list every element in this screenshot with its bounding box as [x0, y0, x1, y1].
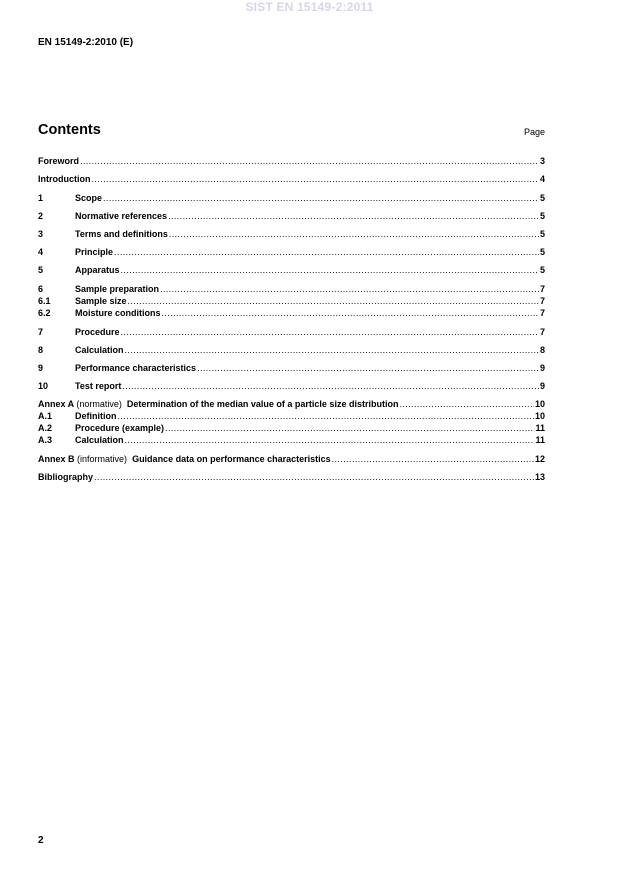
toc-entry-page: 11	[535, 423, 545, 433]
toc-entry-title: Procedure	[75, 327, 120, 337]
toc-entry-test-report[interactable]	[38, 380, 545, 392]
toc-entry-number: 3	[38, 229, 44, 239]
dot-leader	[160, 283, 539, 295]
dot-leader	[94, 471, 534, 483]
toc-entry-number: 6.2	[38, 308, 51, 318]
toc-entry-page: 8	[539, 345, 545, 355]
toc-entry-number: 6	[38, 284, 44, 294]
page-number: 2	[38, 835, 44, 846]
toc-entry-page: 3	[539, 156, 545, 166]
toc-entry-annex-b[interactable]	[38, 453, 545, 465]
toc-entry-title: Foreword	[38, 156, 80, 166]
toc-entry-title: Definition	[75, 411, 117, 421]
toc-entry-page: 7	[539, 284, 545, 294]
annex-type: (informative)	[77, 454, 128, 464]
toc-entry-number: 4	[38, 247, 44, 257]
toc-entry-page: 10	[534, 399, 545, 409]
toc-entry-a2-procedure[interactable]	[38, 422, 545, 434]
toc-entry-page: 7	[539, 327, 545, 337]
dot-leader	[125, 434, 535, 446]
toc-entry-title: Bibliography	[38, 472, 94, 482]
toc-entry-number: 5	[38, 265, 44, 275]
toc-entry-title: Moisture conditions	[75, 308, 161, 318]
toc-entry-calculation[interactable]	[38, 344, 545, 356]
dot-leader	[125, 344, 539, 356]
dot-leader	[80, 155, 539, 167]
toc-entry-a3-calculation[interactable]	[38, 434, 545, 446]
toc-entry-page: 5	[539, 247, 545, 257]
toc-entry-title	[38, 398, 398, 410]
toc-entry-number: 7	[38, 327, 44, 337]
toc-entry-number: 10	[38, 381, 49, 391]
toc-entry-number: A.3	[38, 435, 53, 445]
dot-leader	[162, 307, 539, 319]
toc-entry-terms-and-definitions[interactable]	[38, 228, 545, 240]
toc-entry-number: 8	[38, 345, 44, 355]
toc-entry-page: 10	[534, 411, 545, 421]
dot-leader	[332, 453, 534, 465]
dot-leader	[169, 228, 539, 240]
toc-entry-apparatus[interactable]	[38, 264, 545, 276]
contents-title: Contents	[38, 122, 101, 138]
toc-entry-page: 7	[539, 308, 545, 318]
toc-entry-page: 4	[539, 174, 545, 184]
toc-entry-title: Sample size	[75, 296, 127, 306]
annex-title: Determination of the median value of a particle size distribution	[126, 399, 399, 409]
toc-entry-page: 5	[539, 229, 545, 239]
dot-leader	[197, 362, 539, 374]
toc-entry-foreword[interactable]	[38, 155, 545, 167]
annex-title: Guidance data on performance characteristics	[132, 454, 331, 464]
dot-leader	[92, 173, 539, 185]
toc-entry-number: 9	[38, 363, 44, 373]
toc-entry-moisture-conditions[interactable]	[38, 307, 545, 319]
dot-leader	[399, 398, 534, 410]
dot-leader	[165, 422, 534, 434]
page-column-label: Page	[523, 127, 545, 137]
toc-entry-normative-references[interactable]	[38, 210, 545, 222]
toc-entry-principle[interactable]	[38, 246, 545, 258]
toc-entry-performance-characteristics[interactable]	[38, 362, 545, 374]
toc-entry-annex-a[interactable]	[38, 398, 545, 410]
watermark: SIST EN 15149-2:2011	[245, 0, 374, 14]
toc-entry-page: 11	[535, 435, 545, 445]
toc-entry-page: 5	[539, 265, 545, 275]
dot-leader	[118, 410, 534, 422]
toc-entry-page: 5	[539, 211, 545, 221]
toc-entry-title: Calculation	[75, 345, 124, 355]
dot-leader	[122, 380, 539, 392]
dot-leader	[128, 295, 539, 307]
toc-entry-a1-definition[interactable]	[38, 410, 545, 422]
toc-entry-title: Introduction	[38, 174, 91, 184]
toc-entry-title: Principle	[75, 247, 114, 257]
toc-entry-title: Apparatus	[75, 265, 120, 275]
document-id: EN 15149-2:2010 (E)	[38, 37, 134, 48]
toc-entry-page: 13	[534, 472, 545, 482]
toc-entry-page: 9	[539, 381, 545, 391]
toc-entry-number: 6.1	[38, 296, 51, 306]
toc-entry-title: Scope	[75, 193, 103, 203]
toc-entry-number: 2	[38, 211, 44, 221]
dot-leader	[121, 326, 539, 338]
toc-entry-introduction[interactable]	[38, 173, 545, 185]
dot-leader	[168, 210, 539, 222]
toc-entry-scope[interactable]	[38, 192, 545, 204]
toc-entry-page: 12	[534, 454, 545, 464]
toc-entry-page: 7	[539, 296, 545, 306]
toc-entry-title: Terms and definitions	[75, 229, 168, 239]
toc-entry-number: A.1	[38, 411, 53, 421]
toc-entry-title: Procedure (example)	[75, 423, 165, 433]
toc-entry-bibliography[interactable]	[38, 471, 545, 483]
annex-label: Annex B	[38, 454, 75, 464]
toc-entry-page: 9	[539, 363, 545, 373]
toc-entry-number: A.2	[38, 423, 53, 433]
dot-leader	[121, 264, 539, 276]
dot-leader	[103, 192, 539, 204]
toc-entry-number: 1	[38, 193, 44, 203]
toc-entry-title: Normative references	[75, 211, 168, 221]
dot-leader	[114, 246, 539, 258]
toc-entry-sample-size[interactable]	[38, 295, 545, 307]
toc-entry-title: Sample preparation	[75, 284, 160, 294]
toc-entry-procedure[interactable]	[38, 326, 545, 338]
toc-entry-title: Performance characteristics	[75, 363, 197, 373]
toc-entry-title	[38, 453, 331, 465]
toc-entry-title: Calculation	[75, 435, 124, 445]
toc-entry-page: 5	[539, 193, 545, 203]
annex-label: Annex A	[38, 399, 74, 409]
toc-entry-sample-preparation[interactable]	[38, 283, 545, 295]
annex-type: (normative)	[76, 399, 122, 409]
toc-entry-title: Test report	[75, 381, 122, 391]
